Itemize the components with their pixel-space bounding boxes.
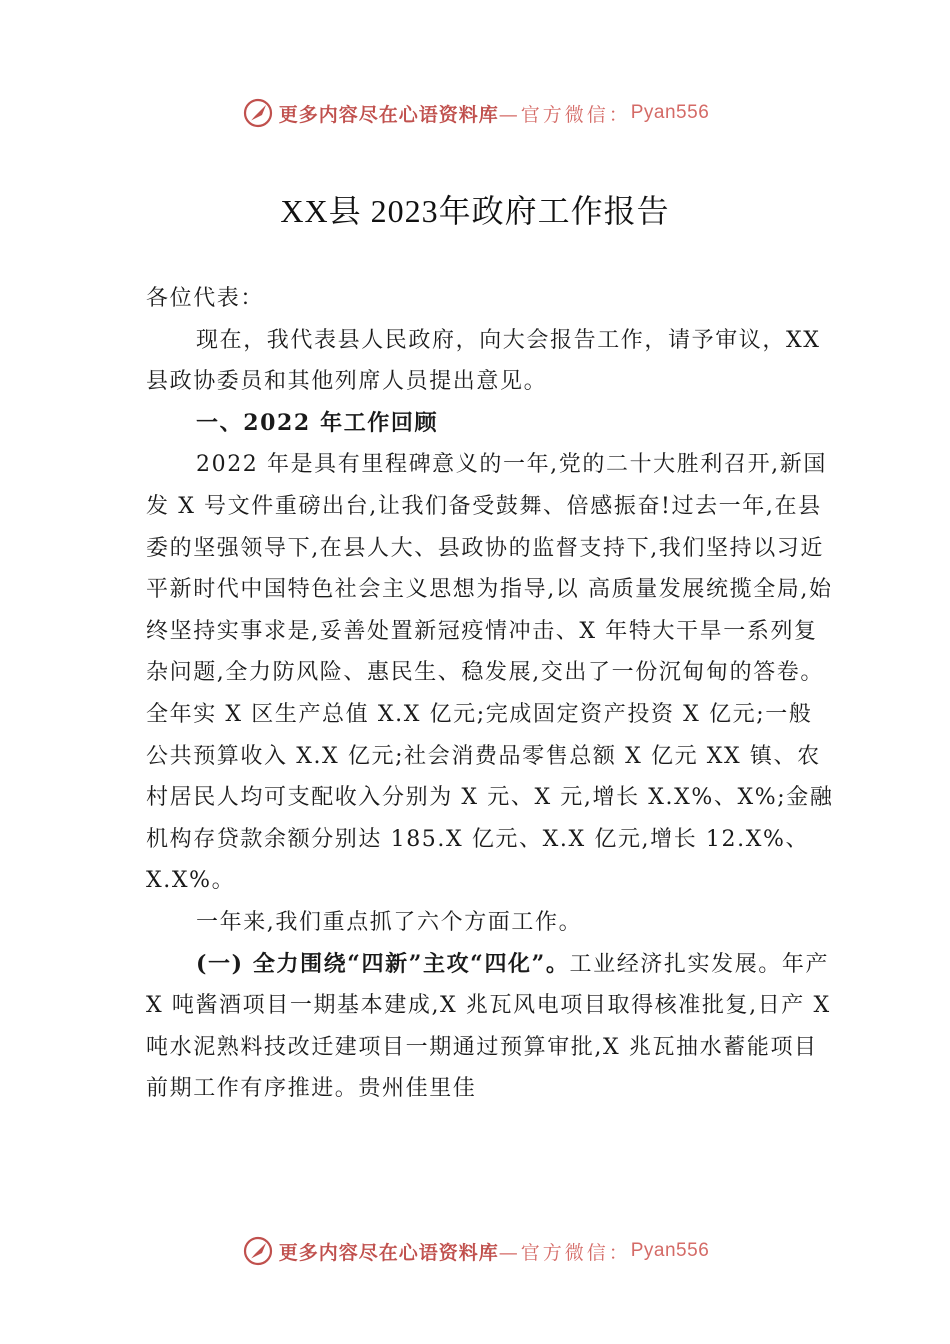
watermark-text-wechat: —官方微信：	[498, 1241, 631, 1264]
section-heading: 一、2022 年工作回顾	[196, 409, 439, 436]
footer-watermark	[0, 1234, 950, 1268]
salutation: 各位代表：	[146, 286, 265, 311]
watermark-text-id: Pyan556	[630, 102, 710, 123]
document-title: XX县 2023年政府工作报告	[280, 193, 670, 229]
watermark-text-wechat: —官方微信：	[498, 103, 631, 126]
document-body	[146, 278, 836, 1110]
intro-paragraph: 现在，我代表县人民政府，向大会报告工作，请予审议，XX县政协委员和其他列席人员提出意见。	[146, 327, 821, 395]
review-paragraph: 2022 年是具有里程碑意义的一年,党的二十大胜利召开,新国发 X 号文件重磅出台,让我们备受鼓舞、倍感振奋!过去一年,在县委的坚强领导下,在县人大、县政协的监督支持下,我们坚持以习近平新时代中国特色社会主义思想为指导,以 高质量发展统揽全局,始终坚持实事求是,妥善处置新冠疫情冲击、X 年特大干旱一系列复杂问题,全力防风险、惠民生、稳发展,交出了一份沉甸甸的答卷。全年实 X 区生产总值 X.X 亿元;完成固定资产投资 X 亿元;一般公共预算收入 X.X 亿元;社会消费品零售总额 X 亿元 XX 镇、农村居民人均可支配收入分别为 X 元、X 元,增长 X.X%、X%;金融机构存贷款余额分别达 185.X 亿元、X.X 亿元,增长 12.X%、X.X%。	[146, 452, 834, 894]
watermark-text-id: Pyan556	[630, 1240, 710, 1261]
industry-text: 工业经济扎实发展。年产 X 吨酱酒项目一期基本建成,X 兆瓦风电项目取得核准批复,日产 X 吨水泥熟料技改迁建项目一期通过预算审批,X 兆瓦抽水蓄能项目前期工作有序推进。贵州佳里佳	[146, 951, 831, 1102]
industry-paragraph	[146, 944, 836, 1110]
header-watermark	[0, 96, 950, 130]
subsection-heading: (一) 全力围绕“四新”主攻“四化”。	[196, 950, 570, 977]
summary-paragraph: 一年来,我们重点抓了六个方面工作。	[196, 909, 583, 935]
quill-logo-icon	[241, 96, 275, 130]
quill-logo-icon	[241, 1234, 275, 1268]
watermark-text-library: 更多内容尽在心语资料库	[278, 1241, 499, 1264]
watermark-text-library: 更多内容尽在心语资料库	[278, 103, 499, 126]
